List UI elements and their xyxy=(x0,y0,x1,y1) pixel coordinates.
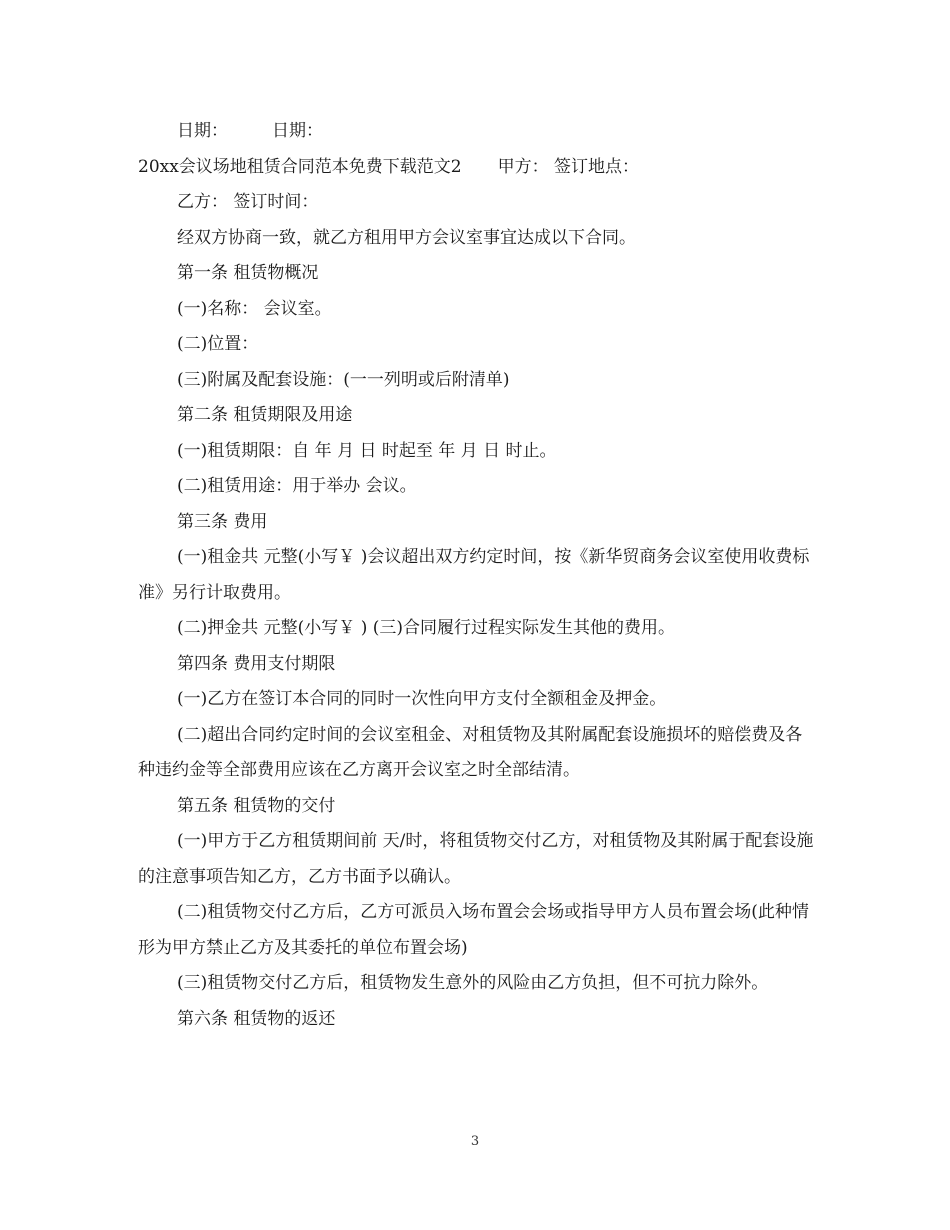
party-a-label: 甲方： xyxy=(497,156,549,177)
paragraph: (二)位置： xyxy=(177,334,259,354)
paragraph: (三)租赁物交付乙方后，租赁物发生意外的风险由乙方负担，但不可抗力除外。 xyxy=(177,973,769,993)
paragraph: (三)附属及配套设施：(一一列明或后附清单) xyxy=(177,369,510,390)
paragraph: (二)超出合同约定时间的会议室租金、对租赁物及其附属配套设施损坏的赔偿费及各种违约金等全部费用应该在乙方离开会议室之时全部结清。 xyxy=(138,724,803,780)
paragraph: (二)租赁物交付乙方后，乙方可派员入场布置会会场或指导甲方人员布置会场(此种情形为甲方禁止乙方及其委托的单位布置会场) xyxy=(138,902,809,958)
section-heading: 第四条 费用支付期限 xyxy=(177,653,336,674)
date-label-a: 日期： xyxy=(177,121,228,141)
paragraph: (一)租赁期限：自 年 月 日 时起至 年 月 日 时止。 xyxy=(177,440,557,461)
paragraph: (一)甲方于乙方租赁期间前 天/时，将租赁物交付乙方，对租赁物及其附属于配套设施的注意事项告知乙方，乙方书面予以确认。 xyxy=(138,831,814,887)
paragraph: 经双方协商一致，就乙方租用甲方会议室事宜达成以下合同。 xyxy=(177,227,636,248)
title-line xyxy=(138,150,814,186)
sign-place-label: 签订地点： xyxy=(554,156,640,177)
date-label-b: 日期： xyxy=(272,121,323,141)
section-heading: 第二条 租赁期限及用途 xyxy=(177,405,353,425)
paragraph: (一)名称： 会议室。 xyxy=(177,298,332,319)
paragraph: (一)租金共 元整(小写￥ )会议超出双方约定时间，按《新华贸商务会议室使用收费标准》另行计取费用。 xyxy=(138,547,810,603)
party-b-label: 乙方： xyxy=(177,192,228,212)
section-heading: 第三条 费用 xyxy=(177,511,268,532)
paragraph: (二)押金共 元整(小写￥ ) (三)合同履行过程实际发生其他的费用。 xyxy=(177,618,676,638)
section-heading: 第五条 租赁物的交付 xyxy=(177,795,336,816)
document-title: 20xx会议场地租赁合同范本免费下载范文2 xyxy=(138,156,462,177)
section-heading: 第一条 租赁物概况 xyxy=(177,263,319,283)
paragraph: (二)租赁用途：用于举办 会议。 xyxy=(177,476,417,496)
section-heading: 第六条 租赁物的返还 xyxy=(177,1008,336,1029)
party-b-line xyxy=(138,185,814,221)
sign-time-label: 签订时间： xyxy=(233,192,319,212)
page-number: 3 xyxy=(470,1134,480,1149)
paragraph: (一)乙方在签订本合同的同时一次性向甲方支付全额租金及押金。 xyxy=(177,689,667,709)
header-date-line xyxy=(138,114,814,150)
document-body xyxy=(138,114,814,1037)
